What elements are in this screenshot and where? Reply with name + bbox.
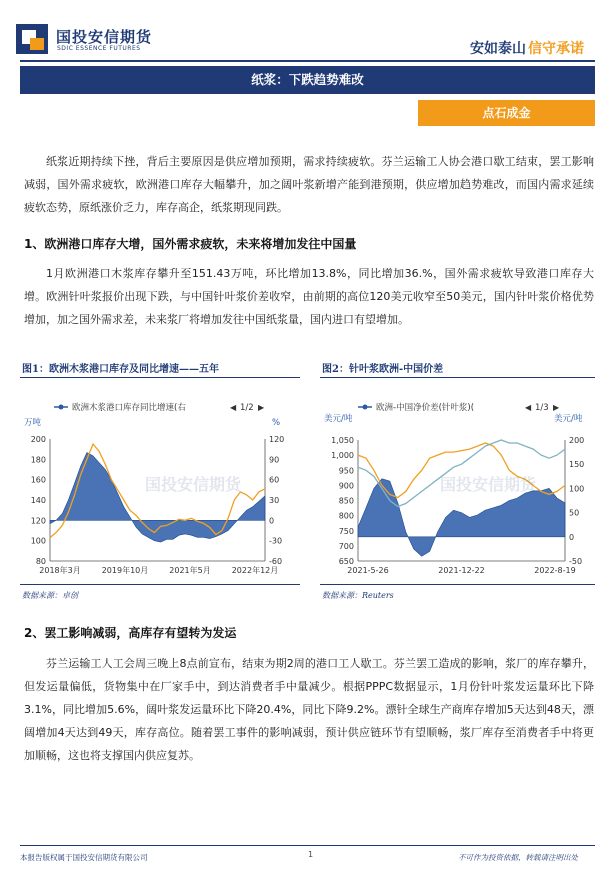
right-axis-tick: 90	[269, 455, 280, 465]
legend-next-icon[interactable]: ▶	[258, 403, 265, 412]
left-axis-tick: 160	[30, 475, 46, 485]
section2-paragraph: 芬兰运输工人工会周三晚上8点前宣布，结束为期2周的港口工人歇工。芬兰罢工造成的影响，浆厂的库存攀升，但发运量偏低，货物集中在厂家手中，到达消费者手中量减少。根据PPPC数据显示，1月份针叶浆发运量环比下降3.1%，同比增加5.6%，阔叶浆发运量环比下降20.4%，同比下降9.2%。漂针全球生产商库存增加5天达到48天，漂阔增加4天达到49天，库存高位。随着罢工事件的影响减弱，预计供应链环节有望顺畅，浆厂库存至消费者手中将更加顺畅，这也将支撑国内供应复苏。	[24, 657, 594, 762]
left-axis-tick: 750	[338, 526, 354, 536]
figure1-caption: 图1：欧洲木浆港口库存及同比增速——五年	[22, 364, 219, 375]
right-axis-tick: 60	[269, 475, 280, 485]
report-title: 纸浆：下跌趋势难改	[20, 66, 595, 94]
left-axis-tick: 800	[338, 511, 354, 521]
figure2-source: 数据来源：Reuters	[322, 591, 394, 600]
section1-paragraph: 1月欧洲港口木浆库存攀升至151.43万吨，环比增加13.8%，同比增加36.%，国外需求疲软导致港口库存大增。欧洲针叶浆报价出现下跌，与中国针叶浆价差收窄，由前期的高位120美元收窄至50美元，国内针叶浆价格优势增加，加之国外需求差，未来浆厂将增加发往中国纸浆量，国内进口有望增加。	[24, 267, 595, 326]
left-axis-tick: 140	[30, 496, 46, 505]
legend-pager: 1/3	[535, 403, 549, 413]
footer-disclaimer: 不可作为投资依据，转载请注明出处	[458, 853, 578, 862]
footer-divider	[20, 845, 595, 846]
section1-heading: 1、欧洲港口库存大增，国外需求疲软，未来将增加发往中国量	[24, 237, 357, 251]
legend-prev-icon[interactable]: ◀	[230, 403, 237, 412]
x-axis-tick: 2018年3月	[39, 566, 81, 575]
right-axis-tick: 0	[569, 532, 575, 542]
figure2-caption-rule	[320, 377, 595, 378]
x-axis-tick: 2021-5-26	[347, 566, 389, 575]
left-axis-tick: 950	[338, 466, 354, 476]
figure2-bottom-rule	[320, 584, 595, 585]
left-axis-tick: 180	[30, 455, 46, 465]
right-axis-tick: 0	[269, 516, 275, 526]
left-axis-tick: 650	[338, 557, 354, 566]
header-divider	[20, 60, 595, 62]
right-axis-tick: 100	[569, 484, 585, 494]
right-axis-tick: -60	[269, 557, 283, 566]
x-axis-tick: 2019年10月	[101, 566, 149, 575]
legend-marker-spread	[363, 405, 368, 410]
left-axis-tick: 120	[30, 516, 46, 526]
left-axis-tick: 200	[30, 435, 46, 444]
column-tag: 点石成金	[418, 100, 595, 126]
footer-copyright: 本报告版权属于国投安信期货有限公司	[20, 853, 148, 862]
company-logo-english: SDIC ESSENCE FUTURES	[57, 45, 141, 52]
legend-label: 欧洲木浆港口库存同比增速(右	[72, 403, 186, 413]
watermark: 国投安信期货	[145, 475, 242, 494]
company-logo-icon	[16, 24, 48, 54]
legend-prev-icon[interactable]: ◀	[525, 403, 532, 412]
slogan-part-b: 信守承诺	[528, 41, 584, 57]
watermark: 国投安信期货	[440, 475, 537, 494]
figure1-bottom-rule	[20, 584, 300, 585]
x-axis-tick: 2021年5月	[169, 566, 211, 575]
right-axis-unit: 美元/吨	[554, 414, 583, 424]
legend-label: 欧洲-中国净价差(针叶浆)(	[376, 403, 475, 413]
right-axis-tick: 30	[269, 496, 280, 505]
x-axis-tick: 2022-8-19	[534, 566, 576, 575]
left-axis-tick: 1,000	[331, 451, 354, 461]
right-axis-tick: 150	[569, 460, 585, 470]
left-axis-tick: 850	[338, 496, 354, 506]
intro-paragraph: 纸浆近期持续下挫，背后主要原因是供应增加预期，需求持续疲软。芬兰运输工人协会港口歇工结束，罢工影响减弱，国外需求疲软，欧洲港口库存大幅攀升，加之阔叶浆新增产能到港预期，供应增加趋势难改，而国内需求延续疲软态势，原纸涨价乏力，库存高企，纸浆期现同跌。	[24, 155, 594, 214]
page-number: 1	[308, 850, 314, 859]
right-axis-unit: %	[272, 418, 281, 428]
figure1-source: 数据来源：卓创	[22, 591, 78, 600]
right-axis-tick: 200	[569, 436, 585, 445]
chart-softwood-price-spread	[320, 395, 595, 580]
x-axis-tick: 2022年12月	[231, 566, 279, 575]
slogan-part-a: 安如泰山	[470, 41, 526, 57]
right-axis-tick: -50	[569, 557, 583, 566]
legend-next-icon[interactable]: ▶	[553, 403, 560, 412]
figure1-caption-rule	[20, 377, 300, 378]
left-axis-unit: 万吨	[24, 418, 42, 428]
left-axis-tick: 900	[338, 481, 354, 491]
company-logo-text: 国投安信期货	[56, 28, 153, 46]
x-axis-tick: 2021-12-22	[438, 566, 485, 575]
figure2-caption: 图2：针叶浆欧洲-中国价差	[322, 364, 444, 375]
legend-pager: 1/2	[240, 403, 254, 413]
left-axis-tick: 1,050	[331, 436, 354, 445]
section2-heading: 2、罢工影响减弱，高库存有望转为发运	[24, 626, 237, 640]
left-axis-tick: 700	[338, 541, 354, 551]
right-axis-tick: 50	[569, 508, 580, 518]
left-axis-tick: 100	[30, 536, 46, 546]
right-axis-tick: -30	[269, 536, 283, 546]
legend-marker-growth	[59, 405, 64, 410]
left-axis-tick: 80	[35, 557, 46, 566]
left-axis-unit: 美元/吨	[324, 414, 353, 424]
chart-europe-port-inventory	[20, 395, 300, 580]
right-axis-tick: 120	[269, 435, 285, 444]
